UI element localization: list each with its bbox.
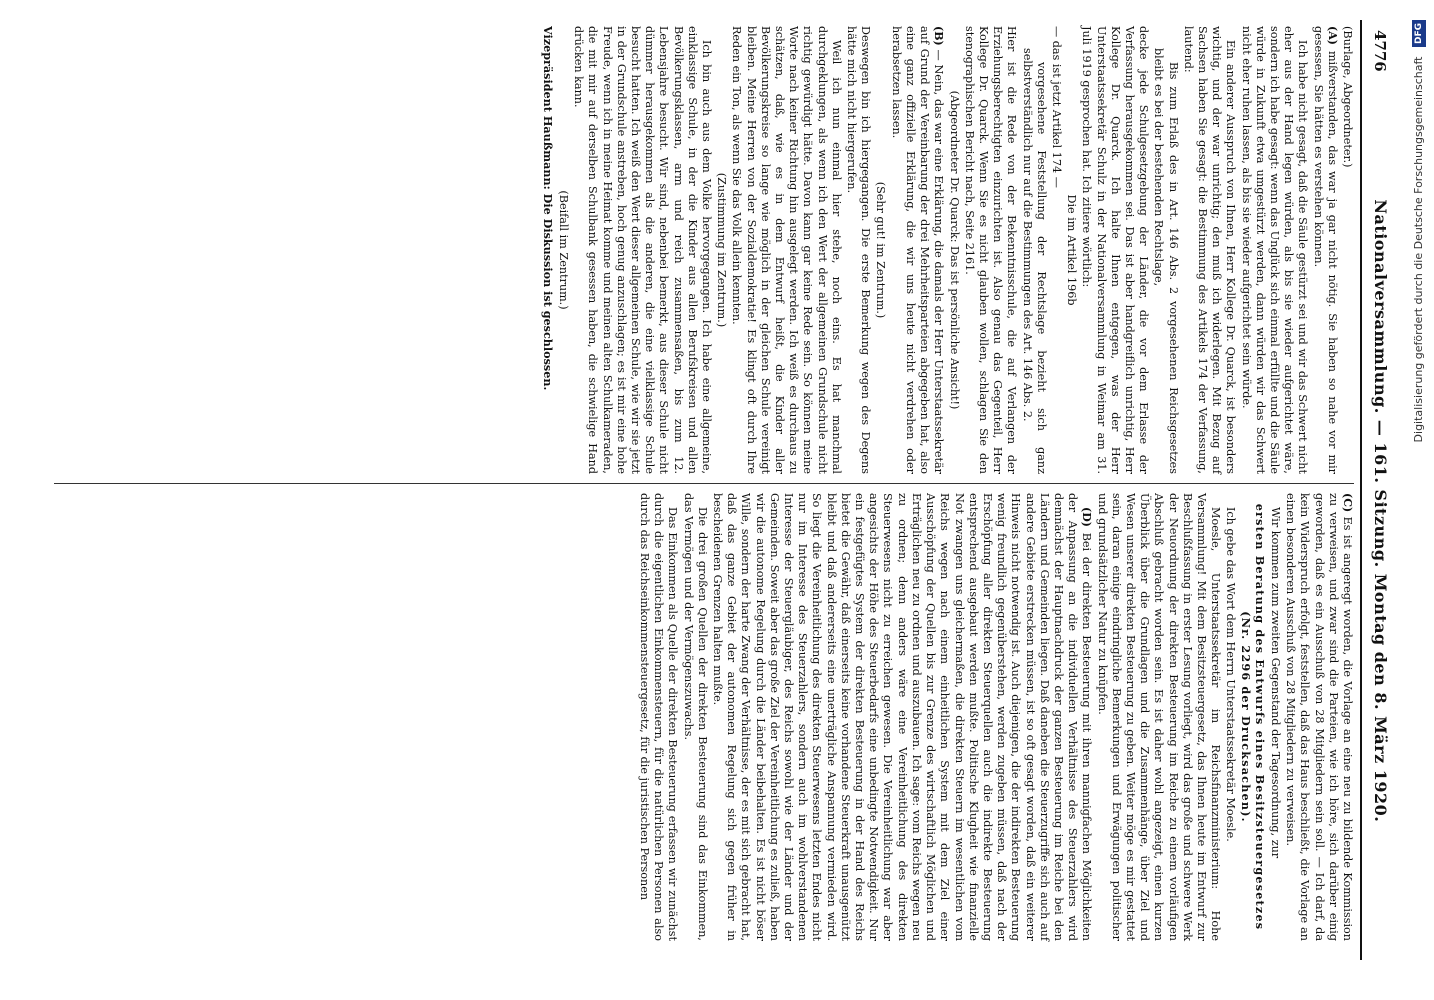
quotation: Die im Artikel 196b (1065, 194, 1079, 306)
interjection: (Beifall im Zentrum.) (557, 190, 571, 310)
agenda-heading: ersten Beratung des Entwurfs eines Besitzsteuergesetzes (Nr. 2296 der Drucksachen). (1238, 503, 1267, 931)
paragraph: Moesle, Unterstaatssekretär im Reichsfinanzministerium: Hohe Versammlung! Mit dem Besitzsteuergesetz, das Ihnen heute im Entwurf zur Beschlußfassung in erster Lesung vorliegt, wird das große und schwere Werk der Neuordnung der direkten Besteuerung im Reiche zu einem vorläufigen Abschluß gebracht worden sein. Es ist daher wohl angezeigt, einen kurzen Überblick über die Grundlagen und die Zusammenhänge, über Ziel und Wesen unserer direkten Besteuerung zu geben. Weiter möge es mir gestattet sein, daran einige eindringliche Bemerkungen und Erwägungen politischer und grundsätzlicher Natur zu knüpfen. (1095, 493, 1223, 941)
paragraph: (D) Bei der direkten Besteuerung mit ihren mannigfachen Möglichkeiten der Anpassung an die individuellen Verhältnisse des Steuerzahlers wird demnächst der Hauptnachdruck der ganzen Besteuerung im Reiche bei den Ländern und Gemeinden liegen. Daß daneben die Steuerzugriffe sich auch auf andere Gebiete erstrecken müssen, ist so oft gesagt worden, daß ein weiterer Hinweis nicht notwendig ist. Auch diejenigen, die der indirekten Besteuerung wenig freundlich gegenüberstehen, werden zugeben müssen, daß nach der Erschöpfung aller direkten Steuerquellen auch die indirekte Besteuerung entsprechend ausgebaut werden mußte. Politische Klugheit wie finanzielle Not zwangen uns gleichermaßen, die direkten Steuern im wesentlichen vom Reichs wegen nach einem einheitlichen System mit dem Ziel einer Ausschöpfung der Quellen bis zur Grenze des wirtschaftlich Möglichen und Erträglichen neu zu ordnen und auszubauen. Ich sage: vom Reichs wegen neu zu ordnen; denn anders wäre eine Vereinheitlichung des direkten Steuerwesens nicht zu erreichen gewesen. Die Vereinheitlichung war aber angesichts der Höhe des Steuerbedarfs eine unbedingte Notwendigkeit. Nur ein festgefügtes System der direkten Besteuerung in der Hand des Reichs bietet die Gewähr, daß einerseits keine vorhandene Steuerkraft unausgenützt bleibt und daß andererseits eine unerträgliche Anspannung vermieden wird. So liegt die Vereinheitlichung des direkten Steuerwesens letzten Endes nicht nur im Interesse des Steuerzahlers, sondern auch im wohlverstandenen Interesse der Steuergläubiger, des Reichs sowohl wie der Länder und der Gemeinden. Soweit aber das große Ziel der Vereinheitlichung es zuließ, haben wir die autonome Regelung durch die Länder beibehalten. Es ist nicht böser Wille, sondern der harte Zwang der Verhältnisse, der es mit sich gebracht hat, daß das ganze Gebiet der autonomen Regelung sich gegen früher in bescheidenen Grenzen halten mußte. (711, 493, 1094, 942)
page-content (50, 20, 1390, 960)
quotation: vorgesehene Feststellung der Rechtslage bezieht sich ganz selbstverständlich nur auf die Bestimmungen des Art. 146 Abs. 2. (1020, 48, 1048, 474)
dfg-logo: DFG (1412, 20, 1426, 47)
paragraph: Hier ist die Rede von der Bekenntnisschule, die auf Verlangen der Erziehungsberechtigten einzurichten ist. Also genau das Gegenteil, Herr Kollege Dr. Quarck. Wenn Sie es nicht glauben wollen, schlagen Sie den stenographischen Bericht nach, Seite 2161. (962, 26, 1019, 474)
paragraph: Wir kommen zum zweiten Gegenstand der Tagesordnung, zur (1268, 507, 1282, 859)
quotation: Bis zum Erlaß des in Art. 146 Abs. 2 vorgesehenen Reichsgesetzes bleibt es bei der bestehenden Rechtslage, (1152, 48, 1180, 474)
paragraph: (C) Es ist angeregt worden, die Vorlage an eine neu zu bildende Kommission zu verweisen, und zwar sind die Parteien, wie ich höre, sich darüber einig geworden, daß es ein Ausschuß von 28 Mitgliedern sein soll. — Ich darf, da kein Widerspruch erfolgt, feststellen, daß das Haus beschließt, die Vorlage an einen besonderen Ausschuß von 28 Mitgliedern zu verweisen. (1284, 493, 1354, 941)
page-number: 4776 (1371, 30, 1389, 72)
interjection: (Abgeordneter Dr. Quarck: Das ist persönliche Ansicht!) (947, 90, 961, 410)
paragraph: Die drei großen Quellen der direkten Besteuerung sind das Einkommen, das Vermögen und der Vermögenszuwachs. (681, 493, 709, 941)
digitization-credit (1404, 0, 1434, 1000)
paragraph: Deswegen bin ich hiergegangen. Die erste Bemerkung wegen des Degens hätte mich nicht hiergerufen. (845, 26, 873, 474)
interjection: (Sehr gut! im Zentrum.) (874, 181, 888, 319)
interjection: — das ist jetzt Artikel 174 — (1049, 26, 1063, 188)
page-title: Nationalversammlung. — 161. Sitzung. Montag den 8. März 1920. (1371, 199, 1390, 823)
paragraph: Vizepräsident Haußmann: Die Diskussion ist geschlossen. (540, 26, 555, 391)
scanned-page (50, 20, 1410, 980)
paragraph: Ein anderer Ausspruch von Ihnen, Herr Kollege Dr. Quarck, ist besonders wichtig, und der war unrichtig; den muß ich widerlegen. Mit Bezug auf Sachsen haben Sie gesagt: die Bestimmung des Artikels 174 der Verfassung, lautend: (1181, 26, 1238, 474)
column-divider (54, 483, 1354, 484)
left-column (54, 20, 1354, 480)
paragraph: Ich habe nicht gesagt, daß die Säule gestürzt sei und wir das Schwert nicht eher aus der Hand legen würden, als bis sie wieder aufgerichtet wäre, sondern ich habe gesagt: wenn das Unglück sich einmal erfüllte und die Säule würde in Zukunft etwa umgestürzt werden, dann würden wir das Schwert nicht eher ruhen lassen, als bis sie wieder aufgerichtet sein würde. (1239, 26, 1310, 474)
right-column (54, 487, 1354, 947)
margin-marker-b: (B) (932, 26, 946, 46)
page-header (1360, 20, 1390, 960)
paragraph: Ich bin auch aus dem Volke hervorgegangen. Ich habe eine allgemeine, einklassige Schule, in der die Kinder aus allen Berufskreisen und allen Bevölkerungsklassen, arm und reich zusammensaßen, bis zum 12. Lebensjahre besucht. Wir sind, nebenbei bemerkt, aus dieser Schule nicht dümmer herausgekommen als die anderen, die eine vielklassige Schule besucht hatten. Ich weiß den Wert dieser allgemeinen Schule, wie wir sie jetzt in der Grundschule anstreben, hoch genug anzuschlagen; es ist mir eine hohe Freude, wenn ich in meine Heimat komme und meinen alten Schulkameraden, die mit mir auf derselben Schulbank gesessen haben, die schwielige Hand drücken kann. (572, 26, 714, 474)
margin-marker-a: (A) (1325, 26, 1339, 45)
paragraph: Das Einkommen als Quelle der direkten Besteuerung erfassen wir zunächst durch die eigentlichen Einkommensteuern, für die natürlichen Personen also durch das Reichseinkommensteuergesetz, für die juristischen Personen (638, 493, 680, 941)
paragraph: (B) — Nein, das war eine Erklärung, die damals der Herr Unterstaatssekretär auf Grund der Vereinbarung der drei Mehrheitsparteien abgegeben hat, also eine ganz offizielle Erklärung, die wir uns heute nicht verdrehen oder herabsetzen lassen. (889, 26, 946, 474)
paragraph: Ich gebe das Wort dem Herrn Unterstaatssekretär Moesle. (1224, 507, 1238, 842)
paragraph: decke jede Schulgesetzgebung der Länder, die vor dem Erlasse der Verfassung herausgekommen sei. Das ist aber handgreiflich unrichtig, Herr Kollege Dr. Quarck. Ich halte Ihnen entgegen, was der Herr Unterstaatssekretär Schulz in der Nationalversammlung in Weimar am 31. Juli 1919 gesprochen hat. Ich zitiere wörtlich: (1080, 26, 1151, 474)
interjection: (Zustimmung im Zentrum.) (715, 172, 729, 328)
text-columns (54, 20, 1360, 960)
paragraph: Weil ich nun einmal hier stehe, noch eins. Es hat manchmal durchgeklungen, als wenn ich den Wert der allgemeinen Grundschule nicht richtig gewürdigt hätte. Davon kann gar keine Rede sein. So können meine Worte nach keiner Richtung hin ausgelegt werden. Ich weiß es durchaus zu schätzen, daß, wie es in dem Entwurf heißt, die Kinder aller Bevölkerungskreise so lange wie möglich in der gleichen Schule vereinigt bleiben. Meine Herren von der Sozialdemokratie! Es klingt oft durch Ihre Reden ein Ton, als wenn Sie das Volk allein kennten. (730, 26, 843, 474)
paragraph: (Burlage, Abgeordneter.) (1341, 26, 1354, 168)
credit-text: Digitalisierung gefördert durch die Deutsche Forschungsgemeinschaft (1412, 56, 1425, 443)
margin-marker-c: (C) (1341, 493, 1354, 513)
paragraph: (A) mißverstanden, das war ja gar nicht nötig. Sie haben so nahe vor mir gesessen, Sie hätten es verstehen können. (1311, 26, 1339, 474)
margin-marker-d: (D) (1080, 507, 1094, 527)
